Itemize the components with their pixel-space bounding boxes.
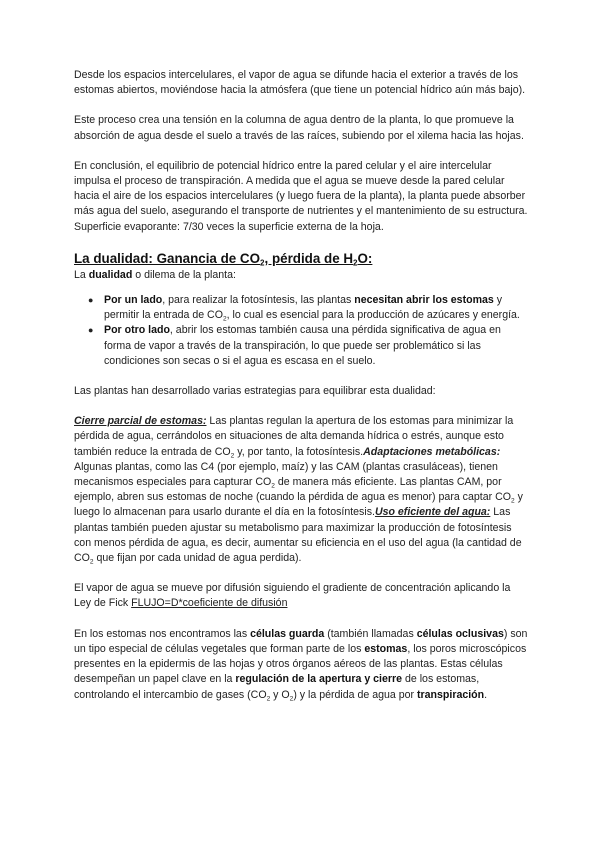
paragraph-celulas-guarda: En los estomas nos encontramos las células guarda (también llamadas células oclusivas) son un tipo especial de células vegetales que forman parte de los estomas, los poros microscópicos presentes en la epidermis de las hojas y otros órganos aéreos de las plantas. Estas células desempeñan un papel clave en la regulación de la apertura y cierre de los estomas, controlando el intercambio de gases ($CO_2$ y $O_2$) y la pérdida de agua por transpiración. [74,627,528,702]
list-item: ● Por un lado, para realizar la fotosíntesis, las plantas necesitan abrir los estomas y permitir la entrada de $CO_2$, lo cual es esencial para la producción de azúcares y energía. [88,294,520,323]
paragraph-conclusion: En conclusión, el equilibrio de potencial hídrico entre la pared celular y el aire intercelular impulsa el proceso de transpiración. A medida que el agua se mueve desde la pared celular hacia el aire de los espacios intercelulares (y luego fuera de la planta), la planta puede absorber más agua del suelo, asegurando el transporte de nutrientes y el mantenimiento de su estructura. Superficie evaporante: 7/30 veces la superficie externa de la hoja. [74,159,528,233]
bullet-list-dualidad [74,293,530,369]
strategy-heading-metabolicas: Adaptaciones metabólicas: [363,445,501,458]
section-heading-dualidad: La dualidad: Ganancia de CO2, pérdida de H2O: [74,250,373,268]
bullet-icon: ● [88,295,94,306]
strategy-heading-cierre: Cierre parcial de estomas: [74,415,207,428]
paragraph-dilema-intro: La dualidad o dilema de la planta: [74,268,236,281]
paragraph-estrategias-intro: Las plantas han desarrollado varias estrategias para equilibrar esta dualidad: [74,385,436,398]
list-item: ● Por otro lado, abrir los estomas también causa una pérdida significativa de agua en forma de vapor a través de la transpiración, lo que puede ser problemático si las condiciones son secas o si el agua es escasa en el suelo. [88,324,501,367]
bullet-icon: ● [88,325,94,336]
paragraph-ley-fick: El vapor de agua se mueve por difusión siguiendo el gradiente de concentración aplicando la Ley de Fick FLUJO=D*coeficiente de difusión [74,582,511,610]
paragraph-estrategias: Cierre parcial de estomas: Las plantas regulan la apertura de los estomas para minimizar la pérdida de agua, cerrándolos en situaciones de alta demanda hídrica o estrés, aunque esto también reduce la entrada de $CO_2$ y, por tanto, la fotosíntesis.Adaptaciones metabólicas: Algunas plantas, como las C4 (por ejemplo, maíz) y las CAM (plantas crasuláceas), tienen mecanismos especiales para capturar $CO_2$ de manera más eficiente. Las plantas CAM, por ejemplo, abren sus estomas de noche (cuando la pérdida de agua es menor) para captar $CO_2$ y luego lo almacenan para usarlo durante el día en la fotosíntesis.Uso eficiente del agua: Las plantas también pueden ajustar su metabolismo para maximizar la producción de fotosíntesis con menos pérdida de agua, es decir, aumentar su eficiencia en el uso del agua (la cantidad de $CO_2$ que fijan por cada unidad de agua perdida). [74,415,523,566]
fick-formula: FLUJO=D*coeficiente de difusión [131,597,288,610]
paragraph-tension-columna: Este proceso crea una tensión en la columna de agua dentro de la planta, lo que promueve la absorción de agua desde el suelo a través de las raíces, subiendo por el xilema hacia las hojas. [74,114,524,142]
strategy-heading-uso-eficiente: Uso eficiente del agua: [374,506,491,519]
paragraph-vapor-difusion: Desde los espacios intercelulares, el vapor de agua se difunde hacia el exterior a través de los estomas abiertos, moviéndose hacia la atmósfera (que tiene un potencial hídrico aún más bajo). [74,69,526,97]
